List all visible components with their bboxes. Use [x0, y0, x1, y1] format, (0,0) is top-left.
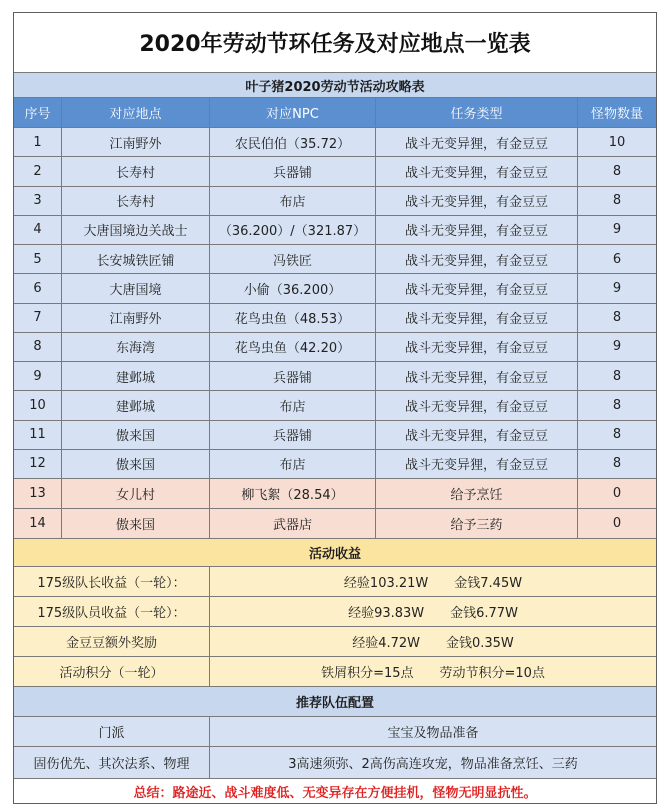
- income-row: [14, 597, 656, 627]
- income-value: 经验103.21W 金钱7.45W: [210, 567, 656, 596]
- row-number: 6: [14, 274, 62, 302]
- row-number: 11: [14, 421, 62, 449]
- summary-row: [14, 779, 656, 803]
- row-npc: 冯铁匠: [210, 245, 376, 273]
- row-task-type: 给予三药: [376, 509, 578, 538]
- income-label: 175级队员收益（一轮）：: [14, 597, 210, 626]
- income-row: [14, 567, 656, 597]
- row-task-type: 战斗无变异狸，有金豆豆: [376, 362, 578, 390]
- row-monster-count: 0: [578, 479, 656, 508]
- column-header: 对应地点: [62, 98, 210, 127]
- row-npc: 兵器铺: [210, 157, 376, 185]
- row-npc: 兵器铺: [210, 362, 376, 390]
- row-number: 12: [14, 450, 62, 478]
- row-monster-count: 6: [578, 245, 656, 273]
- row-monster-count: 9: [578, 333, 656, 361]
- table-header-row: [14, 98, 656, 128]
- row-place: 长安城铁匠铺: [62, 245, 210, 273]
- page-title: 2020年劳动节环任务及对应地点一览表: [14, 13, 656, 72]
- row-npc: 武器店: [210, 509, 376, 538]
- income-label: 金豆豆额外奖励: [14, 627, 210, 656]
- row-number: 13: [14, 479, 62, 508]
- table-row: [14, 333, 656, 362]
- task-sheet: [13, 12, 657, 804]
- income-label: 活动积分（一轮）: [14, 657, 210, 686]
- row-place: 江南野外: [62, 128, 210, 156]
- team-header-sect: 门派: [14, 717, 210, 746]
- row-monster-count: 8: [578, 450, 656, 478]
- row-npc: 布店: [210, 187, 376, 215]
- row-place: 东海湾: [62, 333, 210, 361]
- table-row: [14, 245, 656, 274]
- row-npc: 柳飞絮（28.54）: [210, 479, 376, 508]
- row-task-type: 战斗无变异狸，有金豆豆: [376, 245, 578, 273]
- table-row: [14, 391, 656, 420]
- row-place: 建邺城: [62, 362, 210, 390]
- row-monster-count: 8: [578, 391, 656, 419]
- row-task-type: 战斗无变异狸，有金豆豆: [376, 187, 578, 215]
- summary-note: 总结：路途近、战斗难度低、无变异存在方便挂机，怪物无明显抗性。: [14, 779, 656, 803]
- row-place: 长寿村: [62, 157, 210, 185]
- row-number: 9: [14, 362, 62, 390]
- team-title: 推荐队伍配置: [14, 687, 656, 716]
- row-number: 7: [14, 304, 62, 332]
- table-row: [14, 450, 656, 479]
- row-npc: 兵器铺: [210, 421, 376, 449]
- row-number: 1: [14, 128, 62, 156]
- row-npc: （36.200）/（321.87）: [210, 216, 376, 244]
- column-header: 序号: [14, 98, 62, 127]
- row-task-type: 战斗无变异狸，有金豆豆: [376, 421, 578, 449]
- row-monster-count: 8: [578, 362, 656, 390]
- column-header: 任务类型: [376, 98, 578, 127]
- row-place: 傲来国: [62, 421, 210, 449]
- table-row: [14, 157, 656, 186]
- table-row: [14, 362, 656, 391]
- row-npc: 布店: [210, 391, 376, 419]
- team-header-prep: 宝宝及物品准备: [210, 717, 656, 746]
- row-task-type: 战斗无变异狸，有金豆豆: [376, 157, 578, 185]
- row-number: 4: [14, 216, 62, 244]
- row-monster-count: 9: [578, 274, 656, 302]
- table-subtitle: 叶子猪2020劳动节活动攻略表: [14, 73, 656, 97]
- column-header: 对应NPC: [210, 98, 376, 127]
- table-row: [14, 304, 656, 333]
- income-value: 经验93.83W 金钱6.77W: [210, 597, 656, 626]
- row-place: 建邺城: [62, 391, 210, 419]
- row-task-type: 给予烹饪: [376, 479, 578, 508]
- table-row: [14, 421, 656, 450]
- team-row: [14, 747, 656, 779]
- table-row: [14, 216, 656, 245]
- row-monster-count: 9: [578, 216, 656, 244]
- row-place: 女儿村: [62, 479, 210, 508]
- team-header-row: [14, 717, 656, 747]
- row-npc: 小偷（36.200）: [210, 274, 376, 302]
- row-place: 大唐国境: [62, 274, 210, 302]
- row-monster-count: 0: [578, 509, 656, 538]
- table-row: [14, 187, 656, 216]
- row-number: 10: [14, 391, 62, 419]
- row-number: 14: [14, 509, 62, 538]
- row-task-type: 战斗无变异狸，有金豆豆: [376, 304, 578, 332]
- row-number: 3: [14, 187, 62, 215]
- title-row: [14, 13, 656, 73]
- row-number: 8: [14, 333, 62, 361]
- income-title-row: [14, 539, 656, 567]
- row-monster-count: 10: [578, 128, 656, 156]
- income-title: 活动收益: [14, 539, 656, 566]
- table-row: [14, 509, 656, 539]
- income-row: [14, 627, 656, 657]
- subtitle-row: [14, 73, 656, 98]
- table-row: [14, 128, 656, 157]
- row-place: 长寿村: [62, 187, 210, 215]
- row-place: 傲来国: [62, 450, 210, 478]
- income-value: 铁屑积分=15点 劳动节积分=10点: [210, 657, 656, 686]
- row-task-type: 战斗无变异狸，有金豆豆: [376, 391, 578, 419]
- row-monster-count: 8: [578, 304, 656, 332]
- row-task-type: 战斗无变异狸，有金豆豆: [376, 274, 578, 302]
- row-place: 江南野外: [62, 304, 210, 332]
- table-row: [14, 274, 656, 303]
- row-task-type: 战斗无变异狸，有金豆豆: [376, 216, 578, 244]
- row-npc: 农民伯伯（35.72）: [210, 128, 376, 156]
- table-row: [14, 479, 656, 509]
- row-npc: 花鸟虫鱼（42.20）: [210, 333, 376, 361]
- row-monster-count: 8: [578, 157, 656, 185]
- row-task-type: 战斗无变异狸，有金豆豆: [376, 128, 578, 156]
- row-npc: 花鸟虫鱼（48.53）: [210, 304, 376, 332]
- row-monster-count: 8: [578, 187, 656, 215]
- column-header: 怪物数量: [578, 98, 656, 127]
- income-row: [14, 657, 656, 687]
- row-task-type: 战斗无变异狸，有金豆豆: [376, 333, 578, 361]
- team-title-row: [14, 687, 656, 717]
- income-label: 175级队长收益（一轮）：: [14, 567, 210, 596]
- row-place: 大唐国境边关战士: [62, 216, 210, 244]
- row-number: 2: [14, 157, 62, 185]
- row-place: 傲来国: [62, 509, 210, 538]
- team-sect: 固伤优先、其次法系、物理: [14, 747, 210, 778]
- row-monster-count: 8: [578, 421, 656, 449]
- income-value: 经验4.72W 金钱0.35W: [210, 627, 656, 656]
- row-task-type: 战斗无变异狸，有金豆豆: [376, 450, 578, 478]
- row-npc: 布店: [210, 450, 376, 478]
- team-prep: 3高速须弥、2高伤高连攻宠，物品准备烹饪、三药: [210, 747, 656, 778]
- row-number: 5: [14, 245, 62, 273]
